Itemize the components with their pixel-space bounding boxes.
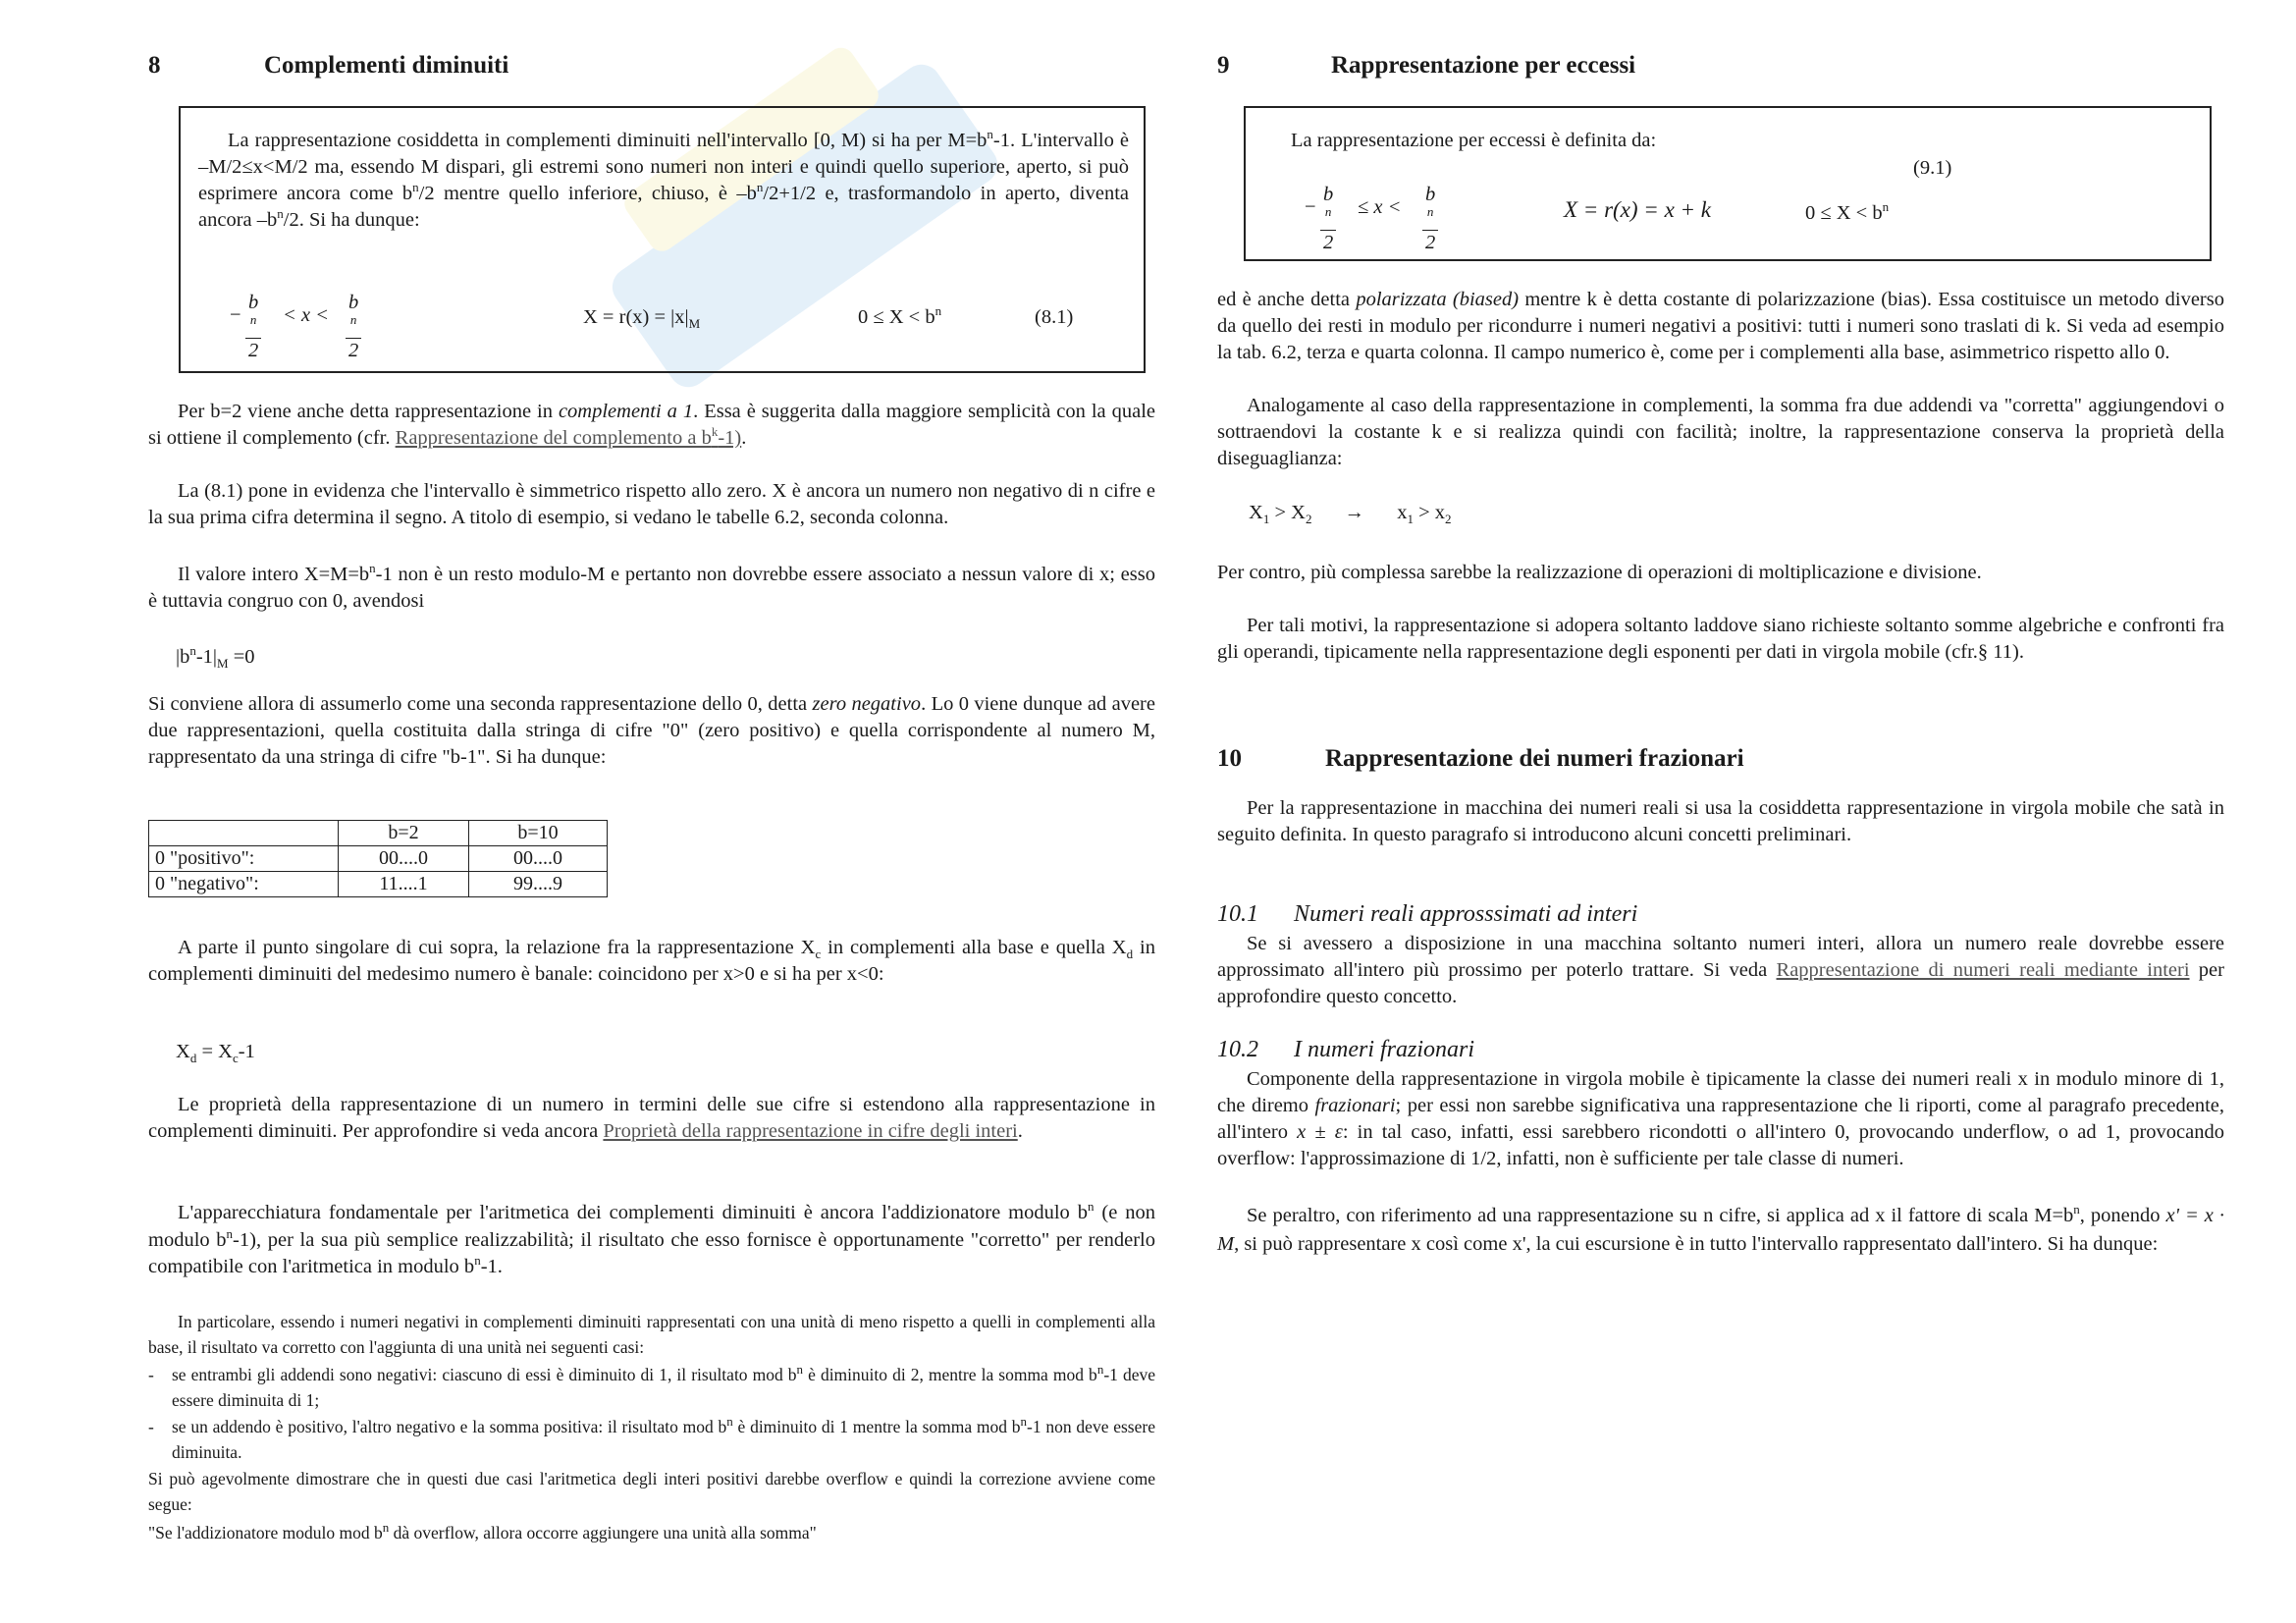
section-title: Rappresentazione per eccessi xyxy=(1331,52,1636,79)
table-cell: 00....0 xyxy=(339,846,469,872)
paragraph: Per b=2 viene anche detta rappresentazione in complementi a 1. Essa è suggerita dalla maggiore semplicità con la quale si ottiene il complemento (cfr. Rappresentazione del complemento a $b^k-1$). xyxy=(148,401,1155,449)
section-10-1-heading xyxy=(1217,899,1637,929)
paragraph: Analogamente al caso della rappresentazione in complementi, la somma fra due addendi va "corretta" aggiungendovi o sottraendovi la costante k e si realizza quindi con facilità; inoltre, la rappresentazione conserva la proprietà della diseguaglianza: xyxy=(1217,395,2224,469)
box-text: La rappresentazione per eccessi è definita da: xyxy=(1291,130,1657,151)
rule-quote: "Se l'addizionatore modulo mod $b^n$ dà overflow, allora occorre aggiungere una unità alla somma" xyxy=(148,1520,817,1542)
section-10-2-heading xyxy=(1217,1035,1474,1064)
paragraph: Si conviene allora di assumerlo come una seconda rappresentazione dello 0, detta zero negativo. Lo 0 viene dunque ad avere due rappresentazioni, quella costituita dalla stringa di cifre "0" (zero positivo) e quella corrispondente al numero M, rappresentato da una stringa di cifre "b-1". Si ha dunque: xyxy=(148,693,1155,768)
equation-xd: $X_d = X_c-1$ xyxy=(176,1041,255,1066)
link-proprieta[interactable]: Proprietà della rappresentazione in cifre degli interi xyxy=(603,1120,1018,1142)
paragraph: Per la rappresentazione in macchina dei numeri reali si usa la cosiddetta rappresentazione in virgola mobile che satà in seguito definita. In questo paragrafo si introducono alcuni concetti preliminari. xyxy=(1217,797,2224,845)
table-cell: b=2 xyxy=(339,821,469,846)
section-title: Complementi diminuiti xyxy=(264,52,509,79)
equation-congruence: $|b^n-1|_M =0$ xyxy=(176,643,255,672)
paragraph: Per tali motivi, la rappresentazione si adopera soltanto laddove siano richieste soltanto somme algebriche e confronti fra gli operandi, tipicamente nella rappresentazione degli esponenti per dati in virgola mobile (cfr.§ 11). xyxy=(1217,615,2224,663)
paragraph: Componente della rappresentazione in virgola mobile è tipicamente la classe dei numeri reali x in modulo minore di 1, che diremo frazionari; per essi non sarebbe significativa una rappresentazione che li riporti, come al paragrafo precedente, all'intero x ± ε: in tal caso, infatti, essi sarebbero ricondotti o all'intero 0, provocando underflow, o ad 1, provocando overflow: l'approssimazione di 1/2, infatti, non è sufficiente per tale classe di numeri. xyxy=(1217,1068,2224,1169)
paragraph: Se peraltro, con riferimento ad una rappresentazione su n cifre, si applica ad x il fattore di scala $M=b^n$, ponendo x' = x · M, si può rappresentare x così come x', la cui escursione è in tutto l'intervallo rappresentato dall'intero. Si ha dunque: xyxy=(1217,1202,2224,1255)
paragraph: Se si avessero a disposizione in una macchina soltanto numeri interi, allora un numero reale dovrebbe essere approssimato all'intero più prossimo per poterlo trattare. Si veda Rappresentazione di numeri reali mediante interi per approfondire questo concetto. xyxy=(1217,933,2224,1007)
section-9-heading xyxy=(1217,51,1635,81)
bullet-item: - se un addendo è positivo, l'altro negativo e la somma positiva: il risultato mod $b^n$ è diminuito di 1 mentre la somma mod $b^n-1$ non deve essere diminuita. xyxy=(148,1414,1155,1462)
table-cell: 11....1 xyxy=(339,872,469,897)
section-8-heading xyxy=(148,51,508,81)
equation-number: (9.1) xyxy=(1913,157,1952,179)
section-10-heading xyxy=(1217,744,1744,774)
paragraph: La (8.1) pone in evidenza che l'intervallo è simmetrico rispetto allo zero. X è ancora un numero non negativo di n cifre e la sua prima cifra determina il segno. A titolo di esempio, si vedano le tabelle 6.2, seconda colonna. xyxy=(148,480,1155,528)
section-title: Numeri reali approsssimati ad interi xyxy=(1294,901,1638,927)
table-header-row xyxy=(149,821,608,846)
table-row xyxy=(149,846,608,872)
small-paragraph: In particolare, essendo i numeri negativi in complementi diminuiti rappresentati con una unità di meno rispetto a quelli in complementi alla base, il risultato va corretto con l'aggiunta di una unità nei seguenti casi: xyxy=(148,1312,1155,1357)
section-number: 10.1 xyxy=(1217,901,1258,927)
definition-box-8-1 xyxy=(179,106,1146,373)
link-reali-interi[interactable]: Rappresentazione di numeri reali mediante interi xyxy=(1776,959,2190,981)
equation-inequality: $X_1 > X_2 \to x_1 > x_2$ xyxy=(1249,502,1452,527)
formula-8-1: − b $^n$ 2 < x < b $^n$ 2 $X = r(x) = |x|_M$ $0 \le X < b^n$ (8.1) xyxy=(230,292,1074,361)
bullet-item: - se entrambi gli addendi sono negativi: ciascuno di essi è diminuito di 1, il risultato mod $b^n$ è diminuito di 2, mentre la somma mod $b^n-1$ deve essere diminuita di 1; xyxy=(148,1362,1155,1410)
definition-box-9-1 xyxy=(1244,106,2212,261)
table-cell: 0 "positivo": xyxy=(149,846,339,872)
paragraph: L'apparecchiatura fondamentale per l'aritmetica dei complementi diminuiti è ancora l'addizionatore modulo $b^n$ (e non modulo $b^n-1$), per la sua più semplice realizzabilità; il risultato che esso fornisce è opportunamente "corretto" per renderlo compatibile con l'aritmetica in modulo $b^n-1$. xyxy=(148,1199,1155,1277)
paragraph: ed è anche detta polarizzata (biased) mentre k è detta costante di polarizzazione (bias). Essa costituisce un metodo diverso da quello dei resti in modulo per ricondurre i numeri negativi a positivi: tutti i numeri sono traslati di k. Si veda ad esempio la tab. 6.2, terza e quarta colonna. Il campo numerico è, come per i complementi alla base, asimmetrico rispetto allo 0. xyxy=(1217,289,2224,363)
section-number: 10.2 xyxy=(1217,1037,1258,1062)
table-cell: 00....0 xyxy=(469,846,608,872)
link-complemento[interactable]: Rappresentazione del complemento a $b^k-1$) xyxy=(395,424,742,449)
section-title: Rappresentazione dei numeri frazionari xyxy=(1325,745,1744,772)
table-cell: 99....9 xyxy=(469,872,608,897)
section-number: 8 xyxy=(148,52,161,79)
paragraph: Per contro, più complessa sarebbe la realizzazione di operazioni di moltiplicazione e divisione. xyxy=(1217,562,1982,583)
small-paragraph: Si può agevolmente dimostrare che in questi due casi l'aritmetica degli interi positivi darebbe overflow e quindi la correzione avviene come segue: xyxy=(148,1469,1155,1514)
paragraph: A parte il punto singolare di cui sopra, la relazione fra la rappresentazione $X_c$ in complementi alla base e quella $X_d$ in complementi diminuiti del medesimo numero è banale: coincidono per x>0 e si ha per x<0: xyxy=(148,937,1155,985)
paragraph: Le proprietà della rappresentazione di un numero in termini delle sue cifre si estendono alla rappresentazione in complementi diminuiti. Per approfondire si veda ancora Proprietà della rappresentazione in cifre degli interi. xyxy=(148,1094,1155,1142)
section-number: 10 xyxy=(1217,745,1242,772)
section-number: 9 xyxy=(1217,52,1230,79)
table-row xyxy=(149,872,608,897)
box-text: La rappresentazione cosiddetta in complementi diminuiti nell'intervallo [0, M) si ha per $M=b^n-1$. L'intervallo è –M/2≤x<M/2 ma, essendo M dispari, gli estremi sono numeri non interi e quindi quello superiore, aperto, si può esprimere ancora come $b^n/2$ mentre quello inferiore, chiuso, è $-b^n/2+1/2$ e, trasformandolo in aperto, diventa ancora $-b^n/2$. Si ha dunque: xyxy=(198,127,1129,231)
table-cell: b=10 xyxy=(469,821,608,846)
table-cell xyxy=(149,821,339,846)
zero-representation-table xyxy=(148,820,608,897)
section-title: I numeri frazionari xyxy=(1294,1037,1475,1062)
table-cell: 0 "negativo": xyxy=(149,872,339,897)
formula-9-1: − b $^n$ 2 ≤ x < b $^n$ 2 X = r(x) = x + k $0 \le X < b^n$ xyxy=(1305,184,1890,253)
paragraph: Il valore intero $X=M=b^n-1$ non è un resto modulo-M e pertanto non dovrebbe essere associato a nessun valore di x; esso è tuttavia congruo con 0, avendosi xyxy=(148,561,1155,612)
equation-number: (8.1) xyxy=(1035,306,1074,328)
